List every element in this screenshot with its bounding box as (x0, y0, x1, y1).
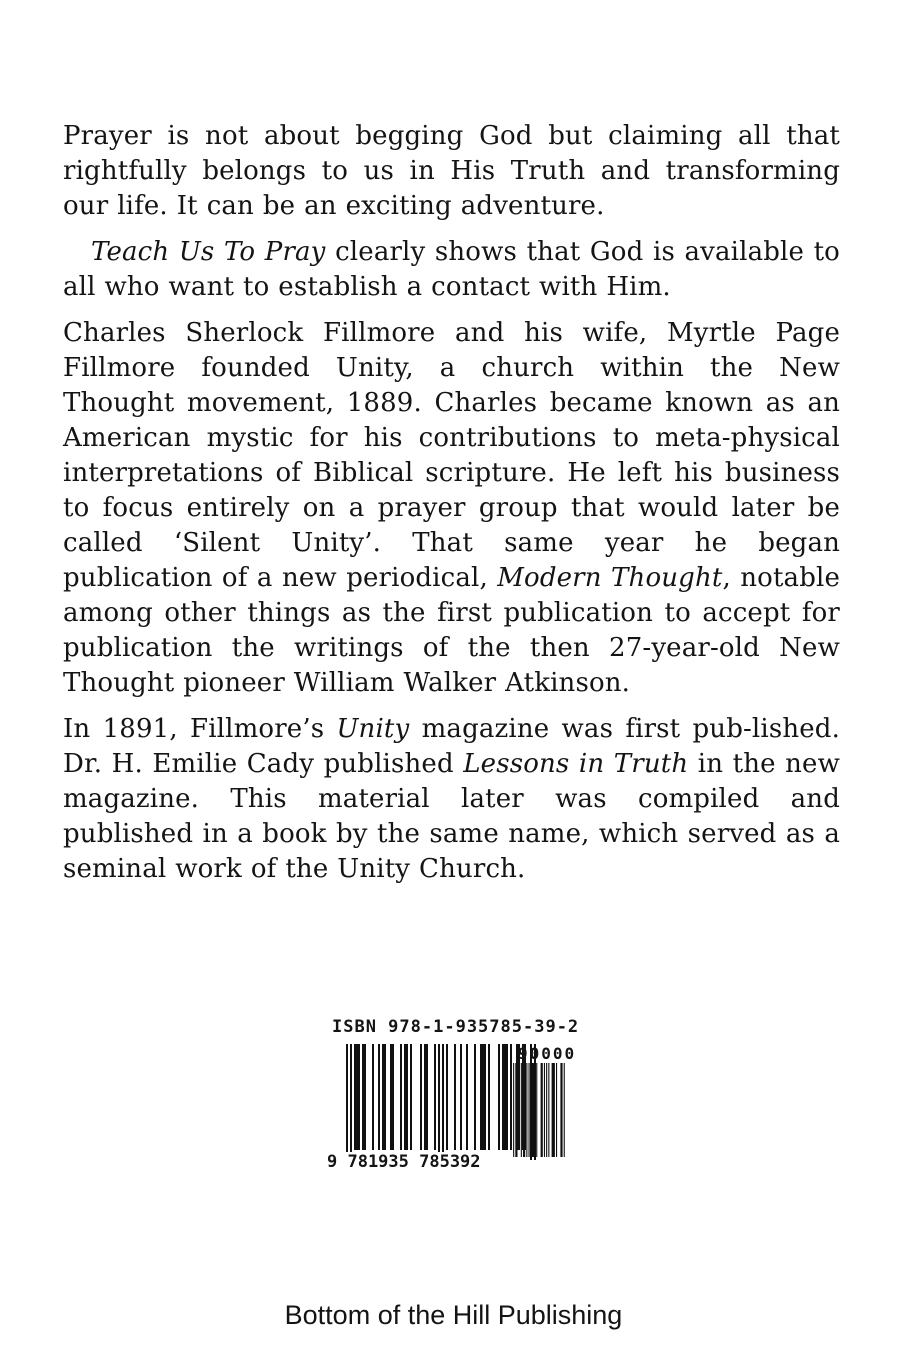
addon-bar (552, 1063, 555, 1157)
data-bar (404, 1044, 408, 1150)
ean-bars (346, 1044, 536, 1160)
data-bar (488, 1044, 490, 1150)
addon-bar (544, 1063, 545, 1157)
addon-bar (523, 1063, 525, 1157)
paragraph-fillmore-history (63, 316, 840, 701)
barcode-digits: 9 781935 785392 (327, 1152, 481, 1172)
data-bar (498, 1044, 500, 1150)
paragraph-intro (63, 119, 840, 224)
guard-bar (438, 1044, 440, 1160)
data-bar (372, 1044, 374, 1150)
book-title: Teach Us To Pray (91, 237, 326, 267)
price-code: 90000 (518, 1044, 577, 1063)
data-bar (446, 1044, 448, 1150)
guard-bar (346, 1044, 348, 1160)
addon-bar (541, 1063, 543, 1157)
periodical-title: Modern Thought (497, 563, 723, 593)
publisher-name: Bottom of the Hill Publishing (284, 1300, 623, 1330)
addon-bar (556, 1063, 557, 1157)
paragraph-teach-us (63, 235, 840, 305)
magazine-title: Unity (336, 714, 410, 744)
data-bar (474, 1044, 476, 1150)
addon-bar (536, 1063, 537, 1157)
lessons-title: Lessons in Truth (463, 749, 689, 779)
data-bar (454, 1044, 456, 1150)
magazine-text-2: magazine was first pub-lished. Dr. H. Emilie Cady published (63, 714, 840, 779)
guard-bar (350, 1044, 352, 1160)
data-bar (424, 1044, 428, 1150)
data-bar (434, 1044, 436, 1150)
addon-bar (532, 1063, 535, 1157)
paragraph-unity-magazine (63, 712, 840, 887)
back-cover-text (63, 119, 840, 898)
addon-bar (521, 1063, 522, 1157)
magazine-text-3: in the new magazine. This material later was compiled and published in a book by the same name, which served as a seminal work of the Unity Church. (63, 749, 840, 884)
data-bar (410, 1044, 412, 1150)
addon-bar (560, 1063, 562, 1157)
data-bar (466, 1044, 468, 1150)
addon-bar (513, 1063, 514, 1157)
addon-bar (548, 1063, 549, 1157)
data-bar (362, 1044, 366, 1150)
data-bar (502, 1044, 508, 1150)
magazine-text-1: In 1891, Fillmore’s (63, 714, 337, 744)
data-bar (400, 1044, 402, 1150)
isbn-label: ISBN 978-1-935785-39-2 (332, 1017, 580, 1037)
addon-bar (529, 1063, 530, 1157)
data-bar (382, 1044, 386, 1150)
intro-text: Prayer is not about begging God but claiming all that rightfully belongs to us in His Truth and transforming our life. It can be an exciting adventure. (63, 121, 840, 221)
addon-bars (513, 1063, 565, 1157)
history-text-1: Charles Sherlock Fillmore and his wife, Myrtle Page Fillmore founded Unity, a church within the New Thought movement, 1889. Charles became known as an American mystic for his contributions to meta-physical interpretations of Biblical scripture. He left his business to focus entirely on a prayer group that would later be called ‘Silent Unity’. That same year he began publication of a new periodical, (63, 318, 840, 593)
data-bar (420, 1044, 422, 1150)
guard-bar (442, 1044, 444, 1160)
data-bar (510, 1044, 512, 1150)
data-bar (390, 1044, 394, 1150)
addon-bar (526, 1063, 527, 1157)
data-bar (460, 1044, 462, 1150)
addon-bar (546, 1063, 547, 1157)
data-bar (378, 1044, 380, 1150)
addon-bar (515, 1063, 517, 1157)
isbn-barcode (322, 1017, 592, 1192)
teach-us-text: clearly shows that God is available to all who want to establish a contact with Him. (63, 237, 840, 302)
addon-bar (564, 1063, 565, 1157)
history-text-2: , notable among other things as the first publication to accept for publication the writings of the then 27-year-old New Thought pioneer William Walker Atkinson. (63, 563, 840, 698)
data-bar (480, 1044, 486, 1150)
data-bar (354, 1044, 360, 1150)
